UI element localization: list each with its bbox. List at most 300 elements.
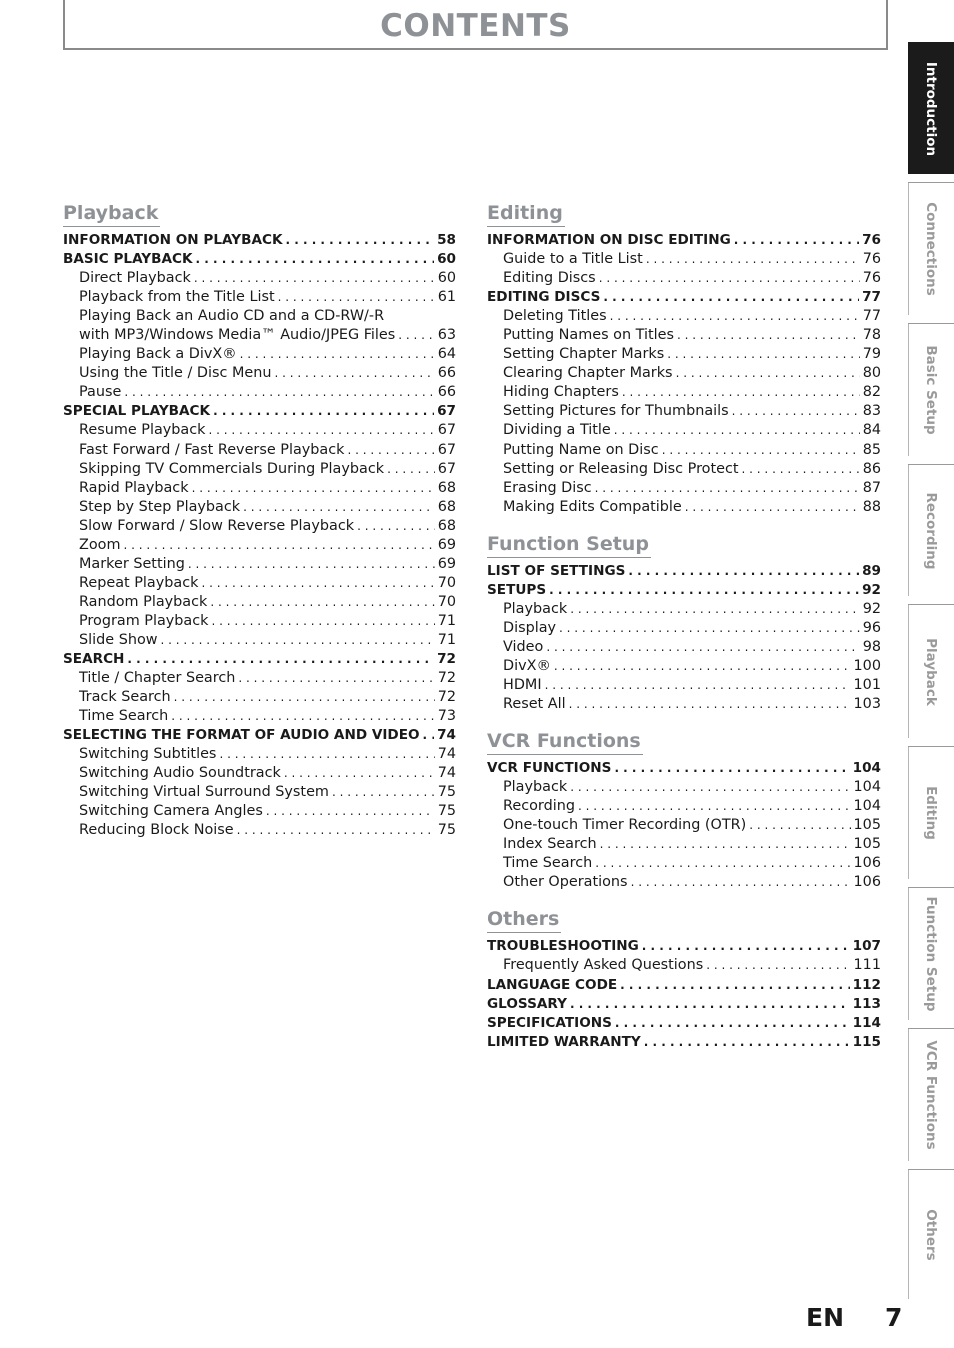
toc-entry-page: 72: [437, 689, 456, 706]
dot-leader: [238, 669, 434, 688]
toc-entry-label: Making Edits Compatible: [503, 498, 682, 515]
toc-entry[interactable]: [487, 460, 881, 479]
toc-entry-label: Fast Forward / Fast Reverse Playback: [79, 441, 345, 458]
dot-leader: [124, 536, 435, 555]
tab-recording[interactable]: [908, 464, 954, 596]
dot-leader: [124, 383, 434, 402]
toc-entry[interactable]: [487, 600, 881, 619]
dot-leader: [192, 479, 435, 498]
dot-leader: [667, 345, 859, 364]
toc-entry-label: LIMITED WARRANTY: [487, 1033, 641, 1050]
dot-leader: [212, 612, 435, 631]
toc-entry[interactable]: [487, 441, 881, 460]
toc-entry[interactable]: [487, 976, 881, 995]
dot-leader: [274, 364, 434, 383]
toc-entry-page: 75: [437, 803, 456, 820]
toc-entry-page: 106: [853, 855, 881, 872]
tab-introduction[interactable]: [908, 42, 954, 174]
toc-entry-page: 67: [437, 460, 456, 477]
toc-entry[interactable]: [487, 937, 881, 956]
toc-entry[interactable]: [63, 269, 456, 288]
section-others: [487, 906, 881, 1051]
tab-label: Others: [923, 1208, 939, 1261]
toc-entry-label: Marker Setting: [79, 555, 185, 572]
toc-entry[interactable]: [63, 307, 456, 326]
toc-entry-label: Random Playback: [79, 593, 208, 610]
toc-entry-page: 58: [437, 232, 456, 248]
toc-entry-label: Playback: [503, 779, 568, 796]
dot-leader: [347, 441, 434, 460]
toc-entry-label: Recording: [503, 798, 575, 815]
section-heading: Function Setup: [487, 531, 651, 558]
toc-entry[interactable]: [487, 307, 881, 326]
tab-label: VCR Functions: [923, 1040, 939, 1150]
dot-leader: [610, 307, 860, 326]
dot-leader: [213, 402, 434, 421]
toc-entry-page: 60: [437, 270, 456, 287]
toc-entry-page: 75: [437, 784, 456, 801]
toc-entry-label: Skipping TV Commercials During Playback: [79, 460, 385, 477]
toc-entry-label: Title / Chapter Search: [79, 670, 236, 687]
toc-entry-label: HDMI: [503, 676, 542, 693]
dot-leader: [662, 441, 860, 460]
tab-vcr-functions[interactable]: [908, 1028, 954, 1161]
contents-title-box: [63, 0, 888, 50]
toc-entry-label: Time Search: [79, 708, 169, 725]
toc-entry-label: LANGUAGE CODE: [487, 976, 618, 993]
toc-entry-page: 70: [437, 574, 456, 591]
toc-entry-page: 79: [862, 346, 881, 363]
toc-entry-page: 71: [437, 631, 456, 648]
dot-leader: [631, 873, 851, 892]
toc-entry[interactable]: [487, 288, 881, 307]
dot-leader: [676, 364, 860, 383]
toc-entry[interactable]: [487, 1033, 881, 1052]
toc-entry-page: 71: [437, 612, 456, 629]
toc-entry-label: GLOSSARY: [487, 995, 567, 1012]
toc-entry-label: Display: [503, 619, 557, 636]
toc-entry-page: 70: [437, 593, 456, 610]
toc-entry[interactable]: [63, 574, 456, 593]
toc-entry-page: 67: [437, 403, 456, 420]
toc-entry-page: 92: [862, 581, 881, 598]
toc-entry-page: 88: [862, 498, 881, 515]
toc-entry-page: 112: [852, 976, 881, 993]
tab-label: Connections: [923, 202, 939, 296]
dot-leader: [599, 269, 860, 288]
toc-entry-label: Direct Playback: [79, 270, 191, 287]
dot-leader: [600, 835, 851, 854]
toc-entry-page: 98: [862, 638, 881, 655]
toc-entry-page: 105: [853, 817, 881, 834]
toc-entry-page: 64: [437, 346, 456, 363]
toc-entry-page: 63: [437, 327, 456, 344]
dot-leader: [285, 231, 434, 250]
toc-entry[interactable]: [487, 676, 881, 695]
section-function-setup: [487, 531, 881, 714]
toc-entry-page: 106: [853, 874, 881, 891]
toc-entry[interactable]: [487, 854, 881, 873]
toc-entry-page: 80: [862, 365, 881, 382]
section-heading: Playback: [63, 200, 160, 227]
dot-leader: [646, 250, 860, 269]
toc-entry-label: Zoom: [79, 536, 121, 553]
toc-entry-label: Program Playback: [79, 612, 209, 629]
toc-entry[interactable]: [63, 326, 456, 345]
toc-entry[interactable]: [487, 816, 881, 835]
dot-leader: [194, 269, 435, 288]
toc-entry-page: 111: [853, 957, 881, 974]
toc-entry-label: SPECIFICATIONS: [487, 1014, 612, 1031]
toc-entry-page: 60: [437, 251, 456, 268]
toc-entry-page: 74: [437, 765, 456, 782]
toc-entry-page: 104: [853, 779, 881, 796]
toc-entry[interactable]: [63, 231, 456, 250]
toc-list: [487, 937, 881, 1051]
dot-leader: [127, 650, 434, 669]
tab-label: Editing: [923, 786, 939, 840]
toc-entry-label: Other Operations: [503, 874, 628, 891]
toc-entry[interactable]: [487, 835, 881, 854]
toc-entry-label: SELECTING THE FORMAT OF AUDIO AND VIDEO: [63, 727, 420, 744]
dot-leader: [685, 498, 860, 517]
dot-leader: [549, 581, 859, 600]
toc-entry-page: 84: [862, 422, 881, 439]
toc-entry-page: 107: [852, 938, 881, 955]
toc-entry-label: One-touch Timer Recording (OTR): [503, 817, 747, 834]
toc-entry-page: 73: [437, 708, 456, 725]
toc-entry[interactable]: [63, 421, 456, 440]
toc-entry[interactable]: [63, 726, 456, 745]
dot-leader: [570, 995, 850, 1014]
toc-entry-label: Slow Forward / Slow Reverse Playback: [79, 517, 355, 534]
toc-entry-label: Clearing Chapter Marks: [503, 365, 673, 382]
dot-leader: [595, 854, 850, 873]
dot-leader: [278, 288, 435, 307]
toc-list: [487, 562, 881, 714]
toc-entry[interactable]: [63, 555, 456, 574]
toc-entry[interactable]: [487, 638, 881, 657]
toc-entry[interactable]: [63, 821, 456, 840]
toc-entry-page: 115: [852, 1033, 881, 1050]
toc-entry[interactable]: [63, 783, 456, 802]
toc-entry-page: 77: [862, 289, 881, 306]
toc-entry[interactable]: [63, 250, 456, 269]
toc-entry-page: 85: [862, 441, 881, 458]
dot-leader: [570, 778, 850, 797]
toc-entry-label: Resume Playback: [79, 422, 206, 439]
dot-leader: [615, 1014, 850, 1033]
toc-entry-label: VCR FUNCTIONS: [487, 760, 612, 777]
toc-entry[interactable]: [487, 421, 881, 440]
dot-leader: [266, 802, 435, 821]
toc-entry-page: 105: [853, 836, 881, 853]
toc-entry-label: with MP3/Windows Media™ Audio/JPEG Files: [79, 327, 396, 344]
toc-entry[interactable]: [63, 517, 456, 536]
dot-leader: [423, 726, 435, 745]
toc-entry-label: Hiding Chapters: [503, 384, 619, 401]
toc-entry-page: 67: [437, 422, 456, 439]
toc-entry-page: 83: [862, 403, 881, 420]
toc-list: [487, 759, 881, 892]
toc-entry-page: 74: [437, 746, 456, 763]
toc-entry[interactable]: [487, 873, 881, 892]
dot-leader: [357, 517, 435, 536]
dot-leader: [284, 764, 435, 783]
toc-entry[interactable]: [63, 364, 456, 383]
toc-entry-page: 75: [437, 822, 456, 839]
left-column: [63, 200, 456, 855]
dot-leader: [219, 745, 434, 764]
toc-entry-page: 92: [862, 600, 881, 617]
dot-leader: [622, 383, 860, 402]
dot-leader: [243, 498, 435, 517]
toc-entry-label: Switching Camera Angles: [79, 803, 263, 820]
toc-entry-label: Guide to a Title List: [503, 251, 643, 268]
dot-leader: [554, 657, 851, 676]
dot-leader: [644, 1033, 850, 1052]
toc-entry[interactable]: [487, 498, 881, 517]
toc-entry-label: Switching Subtitles: [79, 746, 217, 763]
toc-entry-page: 69: [437, 536, 456, 553]
dot-leader: [196, 250, 435, 269]
toc-entry-label: LIST OF SETTINGS: [487, 562, 626, 579]
toc-entry-page: 113: [852, 995, 881, 1012]
toc-entry[interactable]: [63, 288, 456, 307]
dot-leader: [642, 937, 850, 956]
toc-entry[interactable]: [63, 707, 456, 726]
tab-label: Basic Setup: [923, 345, 939, 435]
toc-entry-label: Setting Pictures for Thumbnails: [503, 403, 729, 420]
toc-entry-page: 77: [862, 308, 881, 325]
toc-entry-page: 104: [852, 760, 881, 777]
toc-entry-label: Index Search: [503, 836, 597, 853]
toc-entry-label: INFORMATION ON DISC EDITING: [487, 232, 731, 248]
toc-entry-page: 76: [862, 251, 881, 268]
page-number: 7: [885, 1303, 903, 1332]
toc-entry-page: 101: [853, 676, 881, 693]
toc-entry[interactable]: [487, 581, 881, 600]
dot-leader: [734, 231, 859, 250]
section-heading: VCR Functions: [487, 728, 643, 755]
tab-basic-setup[interactable]: [908, 323, 954, 456]
toc-entry-label: Setting or Releasing Disc Protect: [503, 460, 739, 477]
section-heading: Others: [487, 906, 561, 933]
dot-leader: [742, 460, 860, 479]
toc-entry-page: 103: [853, 696, 881, 713]
toc-entry-page: 114: [852, 1014, 881, 1031]
dot-leader: [210, 593, 434, 612]
tab-label: Recording: [923, 491, 939, 570]
dot-leader: [237, 821, 435, 840]
toc-entry-page: 67: [437, 441, 456, 458]
toc-entry-label: Deleting Titles: [503, 308, 607, 325]
toc-entry-label: Playback from the Title List: [79, 289, 275, 306]
tab-label: Playback: [923, 637, 939, 706]
dot-leader: [569, 695, 851, 714]
dot-leader: [545, 676, 851, 695]
toc-entry-label: SETUPS: [487, 581, 547, 598]
toc-entry[interactable]: [63, 612, 456, 631]
dot-leader: [732, 402, 860, 421]
toc-entry-page: 66: [437, 365, 456, 382]
toc-entry[interactable]: [487, 797, 881, 816]
toc-entry-page: 68: [437, 498, 456, 515]
toc-entry[interactable]: [487, 619, 881, 638]
dot-leader: [559, 619, 860, 638]
dot-leader: [201, 574, 434, 593]
toc-entry-label: BASIC PLAYBACK: [63, 251, 193, 268]
dot-leader: [620, 976, 849, 995]
dot-leader: [174, 688, 435, 707]
toc-entry-label: Reset All: [503, 696, 566, 713]
toc-entry-page: 104: [853, 798, 881, 815]
toc-entry[interactable]: [487, 695, 881, 714]
dot-leader: [570, 600, 859, 619]
toc-entry-label: Switching Virtual Surround System: [79, 784, 329, 801]
toc-entry-label: Using the Title / Disc Menu: [79, 365, 272, 382]
toc-entry[interactable]: [63, 593, 456, 612]
page-title: CONTENTS: [380, 8, 571, 44]
toc-entry-label: INFORMATION ON PLAYBACK: [63, 232, 283, 248]
dot-leader: [398, 326, 434, 345]
toc-entry[interactable]: [487, 778, 881, 797]
toc-entry-page: 82: [862, 384, 881, 401]
toc-entry-page: 68: [437, 479, 456, 496]
toc-entry-page: 76: [862, 232, 881, 248]
toc-entry[interactable]: [487, 231, 881, 250]
toc-entry-label: Slide Show: [79, 631, 158, 648]
toc-entry-page: 69: [437, 555, 456, 572]
toc-entry-label: Switching Audio Soundtrack: [79, 765, 281, 782]
toc-entry[interactable]: [63, 383, 456, 402]
toc-entry[interactable]: [63, 460, 456, 479]
toc-entry[interactable]: [487, 326, 881, 345]
dot-leader: [240, 345, 435, 364]
toc-entry-page: 89: [862, 562, 881, 579]
toc-entry[interactable]: [487, 956, 881, 975]
dot-leader: [628, 562, 859, 581]
toc-entry-page: 68: [437, 517, 456, 534]
toc-entry-page: 87: [862, 479, 881, 496]
dot-leader: [749, 816, 850, 835]
toc-entry[interactable]: [63, 479, 456, 498]
toc-entry-label: Putting Name on Disc: [503, 441, 659, 458]
toc-entry-label: Video: [503, 638, 544, 655]
toc-entry-page: 86: [862, 460, 881, 477]
toc-entry-page: 72: [437, 670, 456, 687]
toc-entry[interactable]: [487, 657, 881, 676]
toc-entry-label: Playing Back an Audio CD and a CD-RW/-R: [79, 308, 385, 325]
toc-entry[interactable]: [487, 250, 881, 269]
toc-entry-label: Putting Names on Titles: [503, 327, 675, 344]
toc-entry-label: TROUBLESHOOTING: [487, 938, 639, 955]
toc-entry[interactable]: [63, 402, 456, 421]
toc-entry[interactable]: [487, 479, 881, 498]
tab-connections[interactable]: [908, 182, 954, 315]
toc-entry-label: Setting Chapter Marks: [503, 346, 665, 363]
toc-entry[interactable]: [487, 269, 881, 288]
toc-entry[interactable]: [63, 441, 456, 460]
toc-entry[interactable]: [487, 383, 881, 402]
toc-entry-label: Pause: [79, 384, 122, 401]
toc-entry[interactable]: [63, 802, 456, 821]
toc-entry[interactable]: [63, 631, 456, 650]
dot-leader: [161, 631, 435, 650]
toc-entry-label: Track Search: [79, 689, 171, 706]
dot-leader: [332, 783, 435, 802]
toc-entry-label: Dividing a Title: [503, 422, 611, 439]
toc-entry-page: 100: [853, 657, 881, 674]
toc-entry[interactable]: [487, 402, 881, 421]
section-vcr-functions: [487, 728, 881, 892]
section-heading: Editing: [487, 200, 565, 227]
right-column: [487, 200, 881, 1066]
dot-leader: [706, 956, 850, 975]
toc-entry[interactable]: [63, 498, 456, 517]
toc-entry[interactable]: [487, 759, 881, 778]
toc-entry[interactable]: [63, 669, 456, 688]
dot-leader: [614, 759, 849, 778]
tab-playback[interactable]: [908, 604, 954, 738]
dot-leader: [171, 707, 434, 726]
dot-leader: [614, 421, 860, 440]
section-playback: [63, 200, 456, 841]
toc-entry[interactable]: [63, 764, 456, 783]
toc-entry[interactable]: [63, 688, 456, 707]
tab-function-setup[interactable]: [908, 887, 954, 1020]
dot-leader: [677, 326, 860, 345]
dot-leader: [208, 421, 434, 440]
tab-label: Function Setup: [923, 896, 939, 1012]
toc-entry-label: Time Search: [503, 855, 593, 872]
toc-entry[interactable]: [487, 1014, 881, 1033]
toc-entry-label: DivX®: [503, 657, 551, 674]
dot-leader: [578, 797, 851, 816]
dot-leader: [188, 555, 435, 574]
tab-label: Introduction: [923, 61, 939, 156]
toc-entry-page: 96: [862, 619, 881, 636]
toc-entry-label: Playing Back a DivX®: [79, 346, 237, 363]
language-label: EN: [806, 1303, 845, 1332]
toc-entry-page: 76: [862, 270, 881, 287]
toc-entry[interactable]: [487, 995, 881, 1014]
toc-entry-page: 78: [862, 327, 881, 344]
toc-entry[interactable]: [63, 345, 456, 364]
toc-entry-label: Step by Step Playback: [79, 498, 241, 515]
toc-entry-label: Frequently Asked Questions: [503, 957, 704, 974]
toc-entry-page: 74: [437, 727, 456, 744]
dot-leader: [595, 479, 860, 498]
tab-editing[interactable]: [908, 746, 954, 879]
toc-entry-label: Playback: [503, 600, 568, 617]
toc-entry[interactable]: [63, 745, 456, 764]
toc-entry-label: SPECIAL PLAYBACK: [63, 403, 211, 420]
section-tabs-sidebar: [908, 42, 954, 1307]
toc-entry[interactable]: [63, 536, 456, 555]
toc-entry[interactable]: [63, 650, 456, 669]
dot-leader: [603, 288, 859, 307]
toc-entry[interactable]: [487, 345, 881, 364]
toc-entry[interactable]: [487, 562, 881, 581]
tab-others[interactable]: [908, 1169, 954, 1299]
toc-entry-label: Rapid Playback: [79, 479, 189, 496]
toc-entry-page: 66: [437, 384, 456, 401]
dot-leader: [546, 638, 859, 657]
toc-entry[interactable]: [487, 364, 881, 383]
toc-entry-page: 72: [437, 651, 456, 668]
toc-list: [487, 231, 881, 517]
